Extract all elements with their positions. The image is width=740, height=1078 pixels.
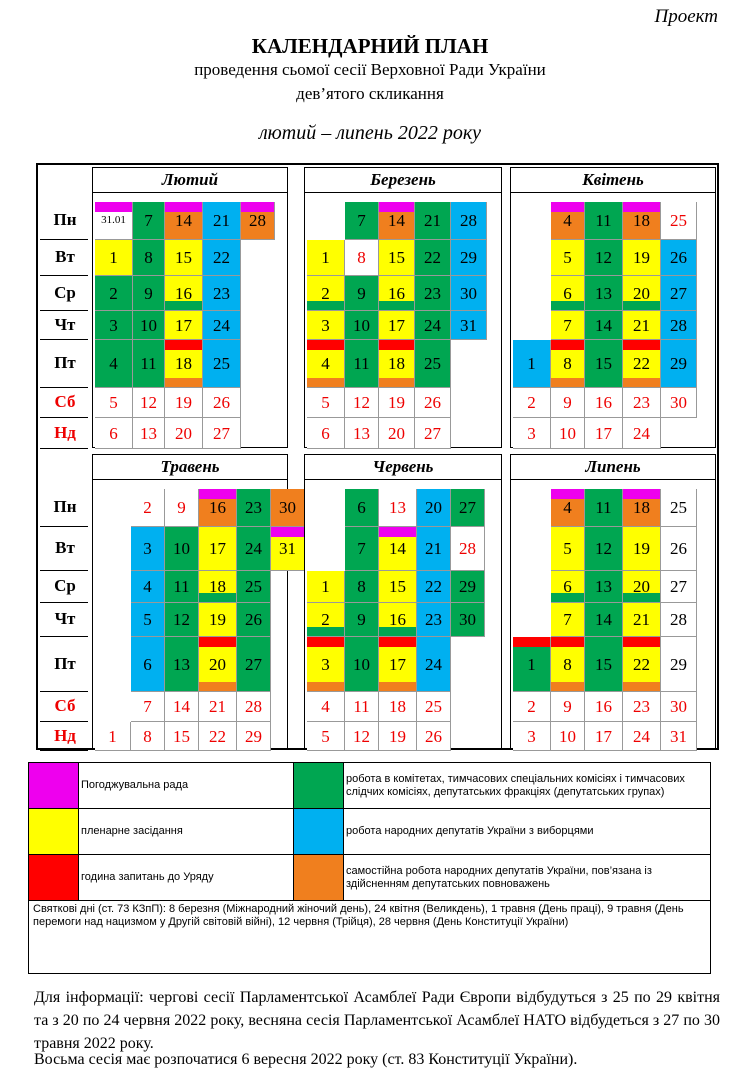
day-cell: 3 — [307, 311, 345, 340]
day-cell: 12 — [585, 240, 623, 276]
legend-swatch-green — [294, 763, 344, 809]
day-cell: 4 — [551, 202, 585, 240]
legend-label-independent-work: самостійна робота народних депутатів України, пов’язана із здійсненням депутатських повноважень — [344, 855, 710, 901]
day-cell: 29 — [661, 637, 697, 692]
day-cell: 18 — [379, 340, 415, 388]
day-cell: 4 — [131, 571, 165, 603]
month-title: Травень — [93, 455, 287, 480]
day-cell: 5 — [95, 388, 133, 418]
day-cell: 23 — [237, 489, 271, 527]
month-panel — [510, 167, 716, 448]
month-panel — [510, 454, 716, 750]
legend-label-government-hour: година запитань до Уряду — [79, 855, 294, 901]
day-cell: 17 — [165, 311, 203, 340]
day-cell: 28 — [237, 692, 271, 722]
day-cell: 27 — [451, 489, 485, 527]
day-cell: 2 — [307, 276, 345, 311]
day-cell: 8 — [133, 240, 165, 276]
weekday-label: Вт — [55, 247, 75, 266]
month-title: Березень — [305, 168, 501, 193]
day-cell: 18 — [199, 571, 237, 603]
day-cell: 9 — [345, 276, 379, 311]
day-cell: 14 — [165, 202, 203, 240]
day-cell: 17 — [379, 637, 417, 692]
day-cell: 12 — [133, 388, 165, 418]
day-cell: 27 — [661, 571, 697, 603]
day-cell: 22 — [199, 722, 237, 751]
day-cell: 30 — [661, 692, 697, 722]
day-cell: 19 — [379, 388, 415, 418]
day-cell: 5 — [551, 240, 585, 276]
day-cell: 31 — [661, 722, 697, 751]
day-cell: 2 — [307, 603, 345, 637]
day-cell: 30 — [451, 276, 487, 311]
day-cell: 1 — [513, 637, 551, 692]
day-cell: 9 — [165, 489, 199, 527]
page-title: КАЛЕНДАРНИЙ ПЛАН — [251, 34, 489, 58]
day-cell: 27 — [237, 637, 271, 692]
day-cell: 25 — [415, 340, 451, 388]
weekday-label: Пн — [53, 497, 77, 516]
day-cell: 26 — [661, 527, 697, 571]
day-cell: 21 — [415, 202, 451, 240]
holidays-note: Святкові дні (ст. 73 КЗпП): 8 березня (Міжнародний жіночий день), 24 квітня (Великдень), 1 травня (День праці), 9 травня (День перемоги над нацизмом у Другій світовій війні), 12 червня (Трійця), 28 червня (День Конституції України) — [33, 903, 684, 928]
day-cell: 11 — [133, 340, 165, 388]
day-cell: 30 — [661, 388, 697, 418]
day-cell: 16 — [379, 603, 417, 637]
day-cell: 19 — [623, 240, 661, 276]
day-cell: 6 — [345, 489, 379, 527]
calendar-grid — [36, 163, 719, 750]
plan-period: лютий – липень 2022 року — [258, 122, 482, 144]
month-title: Квітень — [511, 168, 715, 193]
weekday-separator — [40, 448, 88, 449]
day-cell: 8 — [345, 240, 379, 276]
day-cell: 19 — [623, 527, 661, 571]
day-cell: 11 — [345, 692, 379, 722]
day-cell: 29 — [237, 722, 271, 751]
month-panel — [92, 454, 296, 750]
day-cell: 28 — [451, 202, 487, 240]
day-cell: 5 — [131, 603, 165, 637]
day-cell: 20 — [199, 637, 237, 692]
day-cell: 4 — [551, 489, 585, 527]
day-cell: 15 — [165, 240, 203, 276]
day-cell: 6 — [551, 571, 585, 603]
day-cell: 27 — [661, 276, 697, 311]
day-cell: 18 — [165, 340, 203, 388]
legend-label-council: Погоджувальна рада — [79, 763, 294, 809]
day-cell: 25 — [661, 489, 697, 527]
weekday-label: Пт — [54, 353, 76, 372]
day-cell: 14 — [379, 202, 415, 240]
day-cell: 20 — [165, 418, 203, 449]
weekday-label: Вт — [55, 538, 75, 557]
day-cell: 16 — [199, 489, 237, 527]
day-cell: 17 — [585, 418, 623, 449]
info-note: Для інформації: чергові сесії Парламентської Асамблеї Ради Європи відбудуться з 25 по 29 квітня та з 20 по 24 червня 2022 року, весняна сесія Парламентської Асамблеї НАТО відбудеться з 27 по 30 травня 2022 року. — [34, 989, 720, 1052]
day-cell: 1 — [95, 722, 131, 751]
weekday-label: Пн — [53, 210, 77, 229]
day-cell: 6 — [307, 418, 345, 449]
legend-label-voters: робота народних депутатів України з виборцями — [344, 809, 710, 855]
day-cell: 31.01 — [95, 202, 133, 240]
day-cell: 11 — [585, 202, 623, 240]
day-cell: 10 — [345, 637, 379, 692]
day-cell: 23 — [623, 692, 661, 722]
day-cell: 21 — [199, 692, 237, 722]
day-cell: 13 — [379, 489, 417, 527]
day-cell: 30 — [451, 603, 485, 637]
month-panel — [304, 167, 502, 448]
day-cell: 2 — [513, 692, 551, 722]
document-status: Проект — [654, 6, 718, 27]
day-cell: 24 — [623, 722, 661, 751]
day-cell: 16 — [165, 276, 203, 311]
day-cell: 7 — [551, 311, 585, 340]
day-cell: 14 — [165, 692, 199, 722]
day-cell: 15 — [585, 637, 623, 692]
month-title: Лютий — [93, 168, 287, 193]
day-cell: 20 — [379, 418, 415, 449]
day-cell: 25 — [661, 202, 697, 240]
day-cell: 21 — [417, 527, 451, 571]
day-cell: 7 — [345, 202, 379, 240]
day-cell: 27 — [203, 418, 241, 449]
day-cell: 1 — [95, 240, 133, 276]
day-cell: 29 — [451, 571, 485, 603]
legend-swatch-blue — [294, 809, 344, 855]
day-cell: 12 — [345, 388, 379, 418]
day-cell: 6 — [131, 637, 165, 692]
day-cell: 22 — [623, 340, 661, 388]
day-cell: 7 — [345, 527, 379, 571]
day-cell: 19 — [379, 722, 417, 751]
day-cell: 7 — [131, 692, 165, 722]
day-cell: 24 — [237, 527, 271, 571]
subtitle-line-1: проведення сьомої сесії Верховної Ради України — [194, 60, 546, 79]
day-cell: 29 — [661, 340, 697, 388]
day-cell: 10 — [345, 311, 379, 340]
day-cell: 24 — [203, 311, 241, 340]
day-cell: 3 — [513, 722, 551, 751]
weekday-label: Нд — [54, 423, 76, 442]
day-cell: 3 — [513, 418, 551, 449]
day-cell: 19 — [165, 388, 203, 418]
day-cell: 13 — [585, 571, 623, 603]
day-cell: 16 — [585, 692, 623, 722]
day-cell: 24 — [623, 418, 661, 449]
day-cell: 9 — [551, 692, 585, 722]
weekday-label: Ср — [54, 283, 76, 302]
day-cell: 5 — [551, 527, 585, 571]
day-cell: 18 — [379, 692, 417, 722]
day-cell: 1 — [513, 340, 551, 388]
day-cell: 23 — [415, 276, 451, 311]
day-cell: 4 — [307, 692, 345, 722]
day-cell: 26 — [237, 603, 271, 637]
eighth-session-note: Восьма сесія має розпочатися 6 вересня 2022 року (ст. 83 Конституції України). — [34, 1051, 578, 1068]
day-cell: 9 — [551, 388, 585, 418]
day-cell: 24 — [415, 311, 451, 340]
day-cell: 7 — [133, 202, 165, 240]
day-cell: 14 — [379, 527, 417, 571]
day-cell: 23 — [203, 276, 241, 311]
day-cell: 20 — [623, 276, 661, 311]
day-cell: 26 — [203, 388, 241, 418]
day-cell: 15 — [165, 722, 199, 751]
day-cell: 1 — [307, 571, 345, 603]
day-cell: 5 — [307, 388, 345, 418]
day-cell: 26 — [415, 388, 451, 418]
weekday-label: Сб — [54, 392, 76, 411]
day-cell: 11 — [165, 571, 199, 603]
month-title: Червень — [305, 455, 501, 480]
legend-swatch-red — [29, 855, 79, 901]
day-cell: 9 — [345, 603, 379, 637]
month-panel — [304, 454, 502, 750]
day-cell: 10 — [551, 722, 585, 751]
day-cell: 16 — [379, 276, 415, 311]
day-cell: 23 — [623, 388, 661, 418]
legend — [28, 762, 711, 974]
day-cell: 15 — [379, 240, 415, 276]
day-cell: 15 — [585, 340, 623, 388]
day-cell: 17 — [199, 527, 237, 571]
day-cell: 20 — [623, 571, 661, 603]
day-cell: 18 — [623, 202, 661, 240]
day-cell: 2 — [95, 276, 133, 311]
day-cell: 11 — [345, 340, 379, 388]
legend-swatch-orange — [294, 855, 344, 901]
weekday-label: Ср — [54, 576, 76, 595]
day-cell: 4 — [307, 340, 345, 388]
day-cell: 27 — [415, 418, 451, 449]
day-cell: 28 — [661, 311, 697, 340]
day-cell: 17 — [585, 722, 623, 751]
weekday-separator — [40, 750, 88, 751]
weekday-label: Чт — [54, 315, 76, 334]
day-cell: 28 — [241, 202, 275, 240]
day-cell: 13 — [585, 276, 623, 311]
day-cell: 4 — [95, 340, 133, 388]
day-cell: 31 — [271, 527, 305, 571]
day-cell: 22 — [415, 240, 451, 276]
day-cell: 29 — [451, 240, 487, 276]
weekday-label: Нд — [54, 726, 76, 745]
day-cell: 2 — [131, 489, 165, 527]
day-cell: 31 — [451, 311, 487, 340]
day-cell: 13 — [165, 637, 199, 692]
subtitle-line-2: дев’ятого скликання — [296, 84, 444, 103]
day-cell: 25 — [237, 571, 271, 603]
day-cell: 3 — [307, 637, 345, 692]
day-cell: 21 — [623, 311, 661, 340]
day-cell: 8 — [551, 637, 585, 692]
day-cell: 8 — [131, 722, 165, 751]
day-cell: 12 — [585, 527, 623, 571]
day-cell: 26 — [417, 722, 451, 751]
day-cell: 21 — [623, 603, 661, 637]
day-cell: 8 — [345, 571, 379, 603]
day-cell: 26 — [661, 240, 697, 276]
day-cell: 23 — [417, 603, 451, 637]
weekday-label: Пт — [54, 654, 76, 673]
day-cell: 22 — [623, 637, 661, 692]
day-cell: 25 — [203, 340, 241, 388]
day-cell: 18 — [623, 489, 661, 527]
day-cell: 30 — [271, 489, 305, 527]
day-cell: 6 — [95, 418, 133, 449]
weekday-label: Чт — [54, 609, 76, 628]
day-cell: 14 — [585, 311, 623, 340]
weekday-label: Сб — [54, 696, 76, 715]
day-cell: 7 — [551, 603, 585, 637]
legend-swatch-yellow — [29, 809, 79, 855]
day-cell: 9 — [133, 276, 165, 311]
day-cell: 28 — [451, 527, 485, 571]
legend-label-plenary: пленарне засідання — [79, 809, 294, 855]
day-cell: 21 — [203, 202, 241, 240]
day-cell: 24 — [417, 637, 451, 692]
day-cell: 10 — [551, 418, 585, 449]
day-cell: 19 — [199, 603, 237, 637]
month-panel — [92, 167, 288, 448]
day-cell: 10 — [165, 527, 199, 571]
day-cell: 28 — [661, 603, 697, 637]
day-cell: 11 — [585, 489, 623, 527]
day-cell: 3 — [95, 311, 133, 340]
day-cell: 22 — [203, 240, 241, 276]
day-cell: 8 — [551, 340, 585, 388]
day-cell: 3 — [131, 527, 165, 571]
day-cell: 13 — [133, 418, 165, 449]
day-cell: 14 — [585, 603, 623, 637]
day-cell: 12 — [345, 722, 379, 751]
month-title: Липень — [511, 455, 715, 480]
day-cell: 10 — [133, 311, 165, 340]
day-cell: 16 — [585, 388, 623, 418]
day-cell: 15 — [379, 571, 417, 603]
day-cell: 2 — [513, 388, 551, 418]
day-cell: 25 — [417, 692, 451, 722]
day-cell: 12 — [165, 603, 199, 637]
legend-label-committees: робота в комітетах, тимчасових спеціальних комісіях і тимчасових слідчих комісіях, депутатських фракціях (депутатських групах) — [344, 763, 710, 809]
day-cell: 1 — [307, 240, 345, 276]
day-cell: 6 — [551, 276, 585, 311]
day-cell: 17 — [379, 311, 415, 340]
day-cell: 5 — [307, 722, 345, 751]
day-cell: 13 — [345, 418, 379, 449]
day-cell: 22 — [417, 571, 451, 603]
day-cell: 20 — [417, 489, 451, 527]
legend-swatch-magenta — [29, 763, 79, 809]
